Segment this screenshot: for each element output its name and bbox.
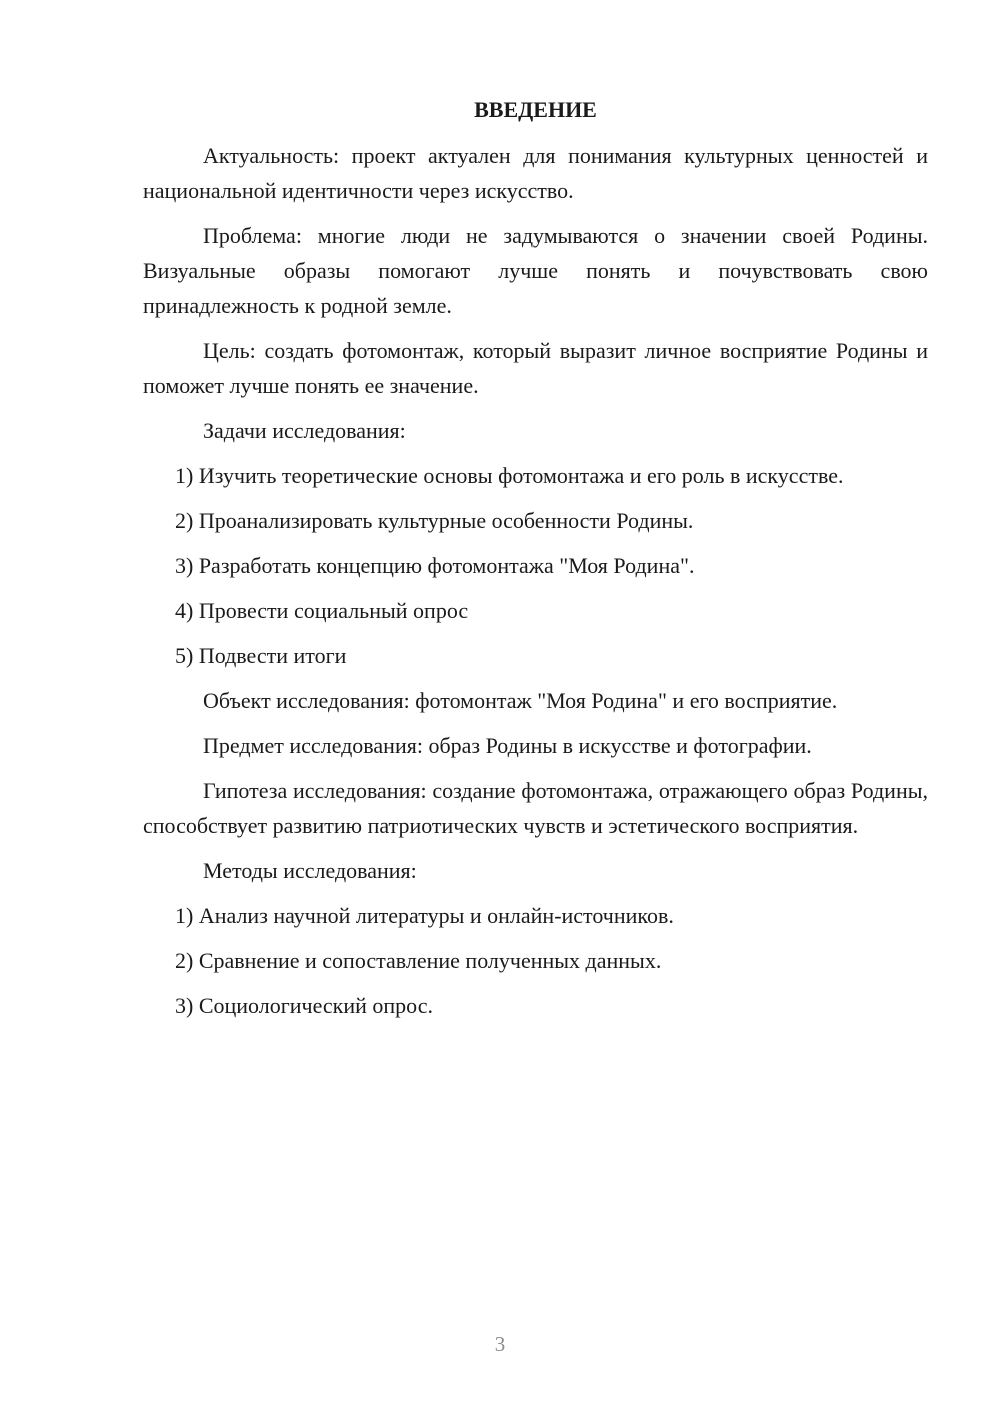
task-item: 2) Проанализировать культурные особенности Родины. — [175, 508, 694, 533]
section-title: ВВЕДЕНИЕ — [474, 97, 597, 122]
task-item: 3) Разработать концепцию фотомонтажа "Моя Родина". — [175, 553, 695, 578]
task-item: 4) Провести социальный опрос — [175, 598, 469, 623]
goal-paragraph: Цель: создать фотомонтаж, который выразит личное восприятие Родины и поможет лучше понять ее значение. — [143, 338, 928, 398]
object-paragraph: Объект исследования: фотомонтаж "Моя Родина" и его восприятие. — [203, 688, 838, 713]
relevance-paragraph: Актуальность: проект актуален для понимания культурных ценностей и национальной идентичности через искусство. — [143, 143, 928, 203]
page-number: 3 — [494, 1332, 506, 1356]
method-item: 1) Анализ научной литературы и онлайн-источников. — [175, 903, 674, 928]
tasks-heading: Задачи исследования: — [203, 418, 406, 443]
problem-paragraph: Проблема: многие люди не задумываются о значении своей Родины. Визуальные образы помогают лучше понять и почувствовать свою принадлежность к родной земле. — [143, 223, 928, 318]
task-item: 5) Подвести итоги — [175, 643, 347, 668]
task-item: 1) Изучить теоретические основы фотомонтажа и его роль в искусстве. — [175, 463, 844, 488]
hypothesis-paragraph: Гипотеза исследования: создание фотомонтажа, отражающего образ Родины, способствует развитию патриотических чувств и эстетического восприятия. — [143, 778, 928, 838]
method-item: 2) Сравнение и сопоставление полученных данных. — [175, 948, 662, 973]
page-content — [143, 92, 928, 1033]
method-item: 3) Социологический опрос. — [175, 993, 433, 1018]
methods-heading: Методы исследования: — [203, 858, 417, 883]
subject-paragraph: Предмет исследования: образ Родины в искусстве и фотографии. — [203, 733, 812, 758]
